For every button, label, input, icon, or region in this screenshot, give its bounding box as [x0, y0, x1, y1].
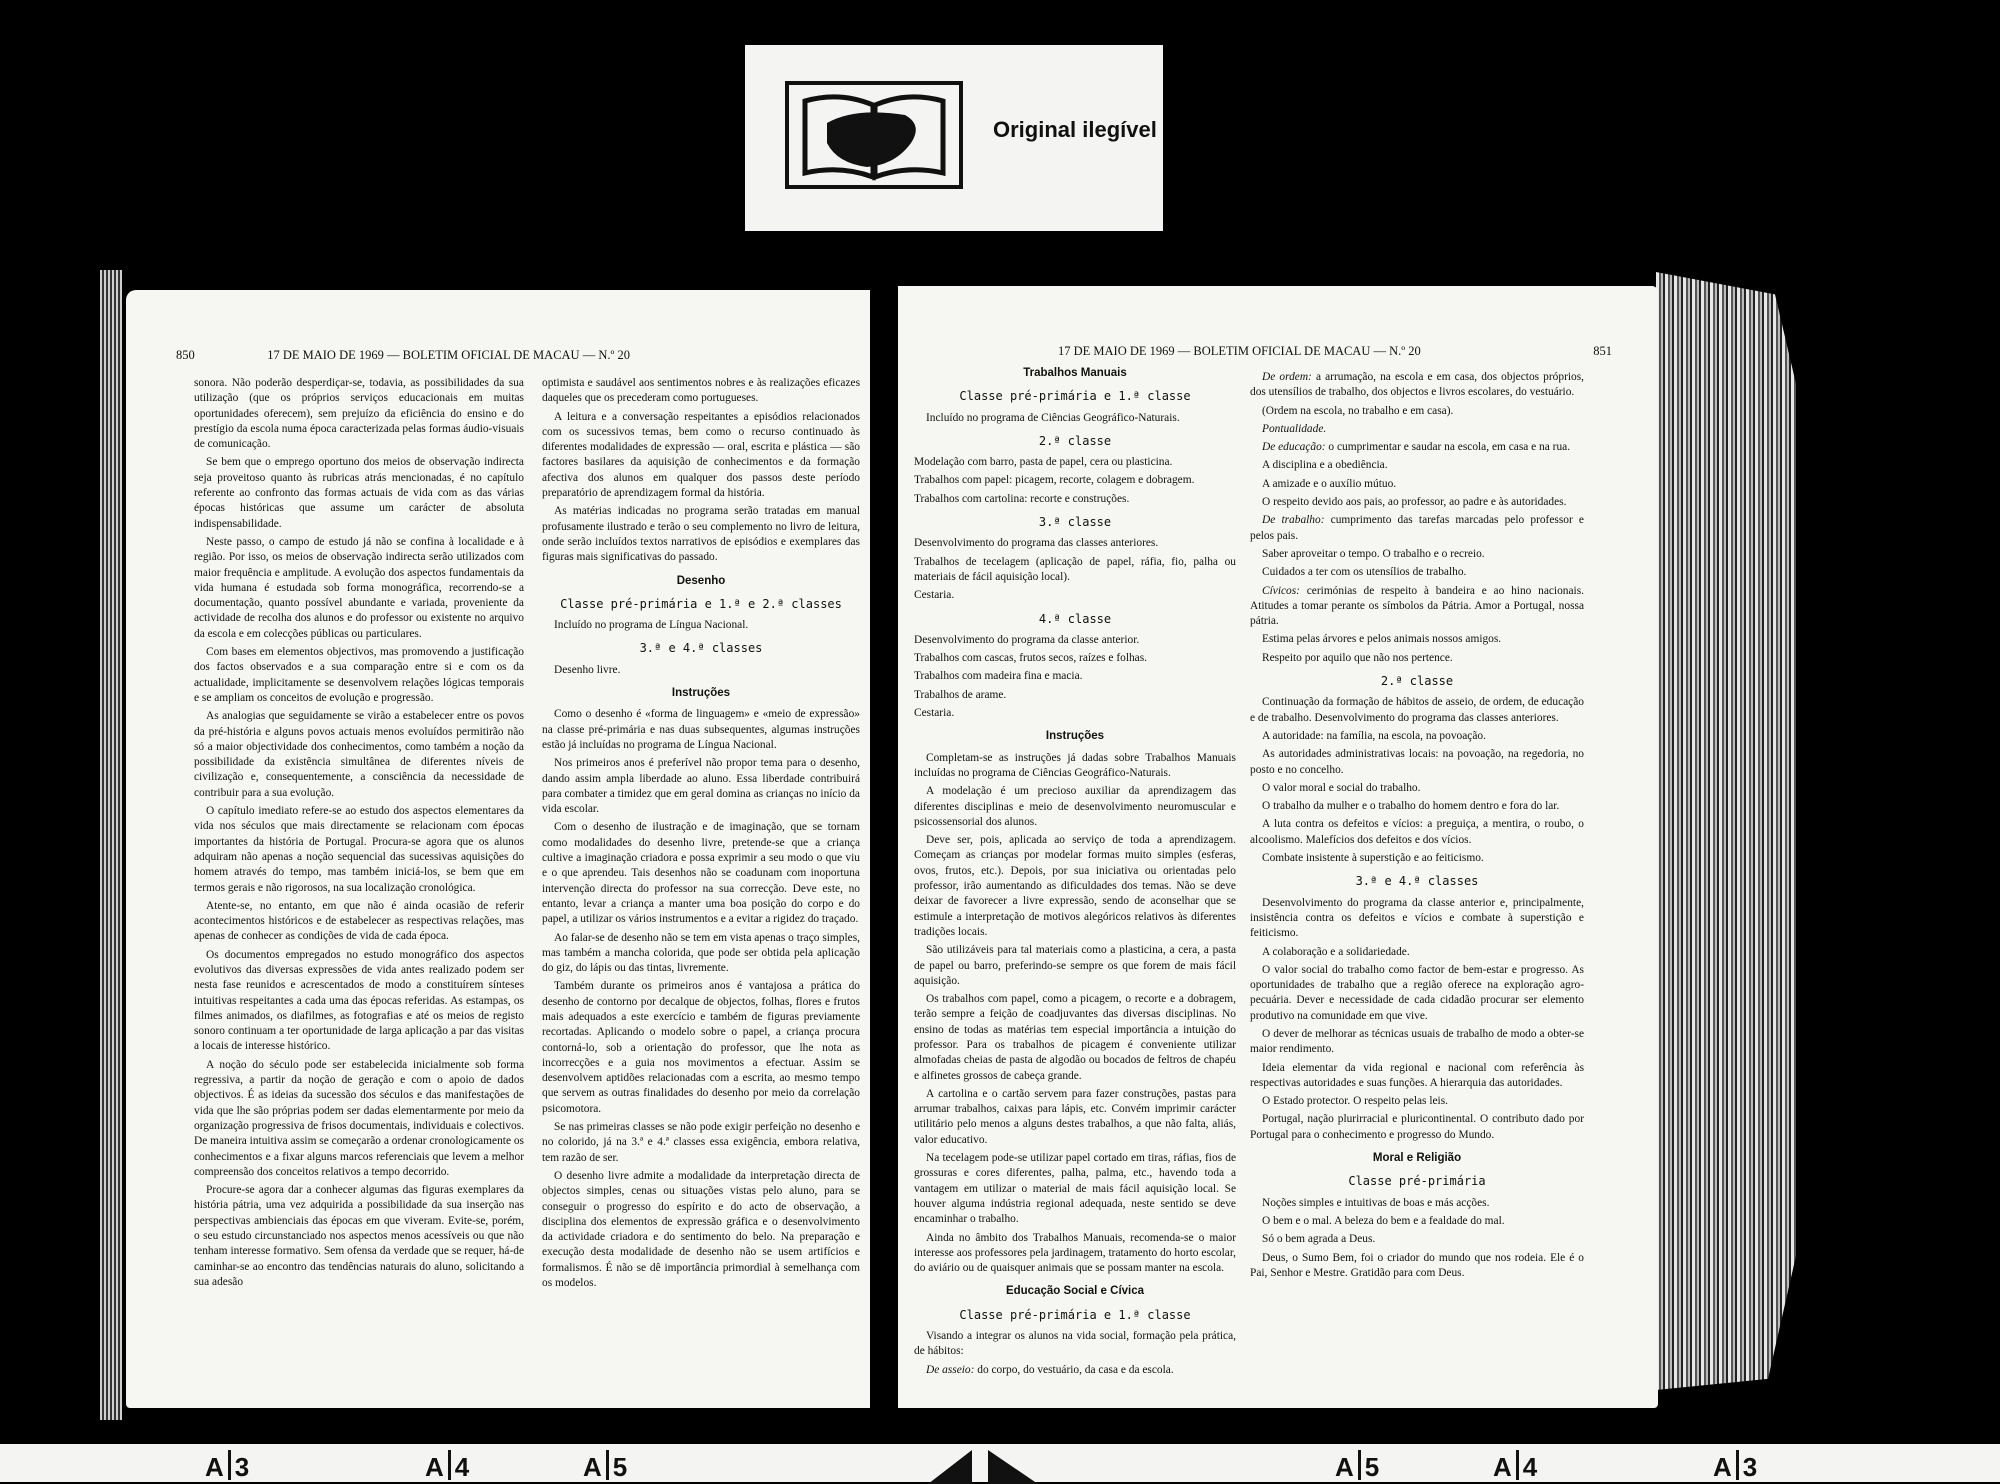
habit-label: De trabalho:	[1262, 514, 1325, 527]
paragraph: Incluído no programa de Ciências Geográfico-Naturais.	[926, 411, 1180, 424]
mark-number: 3	[234, 1452, 250, 1482]
paragraph: As analogias que seguidamente se virão a estabelecer entre os povos da pré-história e alguns povos actuais menos evoluídos permitirão não só a maior objectividade dos conhecimentos, como também a noção da possibilidade da existência simultânea de diferentes níveis de civilização e, consequentemente, a consciência da necessidade de contribuir para a sua evolução.	[194, 710, 524, 799]
class-heading: Classe pré-primária e 1.ª e 2.ª classes	[560, 596, 842, 611]
class-heading: 4.ª classe	[1038, 611, 1112, 626]
habit-label: Pontualidade.	[1262, 422, 1327, 435]
paragraph: optimista e saudável aos sentimentos nobres e às realizações eficazes daqueles que os precederam como portugueses.	[542, 377, 860, 405]
frame-mark	[583, 1450, 627, 1483]
mark-number: 3	[1742, 1452, 1758, 1482]
habit-label: De asseio:	[926, 1363, 975, 1376]
paragraph	[1250, 547, 1584, 562]
class-heading: 2.ª classe	[1380, 674, 1454, 689]
list-item: Trabalhos com papel: picagem, recorte, colagem e dobragem.	[914, 474, 1195, 487]
mark-number: 4	[1522, 1452, 1538, 1482]
paragraph: Os trabalhos com papel, como a picagem, o recorte e a dobragem, terão sempre a feição de coadjuvantes das diversas disciplinas. No ensino de todas as matérias tem especial importância a intuição do professor. Para os trabalhos de picagem é conveniente utilizar almofadas cheias de pasta de algodão ou bocados de feltros de chapéu e alfinetes grossos de cabeça grande.	[914, 993, 1236, 1082]
habit-text: Respeito por aquilo que não nos pertence.	[1262, 651, 1453, 664]
paragraph: Atente-se, no entanto, em que não é ainda ocasião de referir acontecimentos históricos e de estabelecer as respectivas relações, mas apenas de conhecer as condições de vida de cada época.	[194, 899, 524, 943]
list-item: Desenvolvimento do programa da classe anterior.	[914, 633, 1140, 646]
paragraph: Portugal, nação plurirracial e pluricontinental. O contributo dado por Portugal para o conhecimento e progresso do Mundo.	[1250, 1113, 1584, 1141]
mark-number: 4	[454, 1452, 470, 1482]
mark-letter: A	[583, 1452, 602, 1482]
page-number: 851	[1593, 344, 1612, 358]
left-column-1	[194, 376, 524, 1293]
paragraph: O Estado protector. O respeito pelas leis.	[1262, 1095, 1448, 1108]
paragraph: Neste passo, o campo de estudo já não se confina à localidade e à região. Por isso, os meios de observação indirecta serão utilizados com maior frequência e amplitude. A evolução dos aspectos fundamentais da vida humana é estudada sob forma monográfica, recorrendo-se a documentação, quanto possível abundante e variada, proveniente da actividade de recolha dos alunos e do professor ou existente no arquivo da escola e em colecções públicas ou particulares.	[194, 535, 524, 640]
right-column-2	[1250, 370, 1584, 1284]
section-heading: Instruções	[671, 687, 731, 700]
section-heading: Trabalhos Manuais	[1023, 367, 1127, 379]
paragraph: A noção do século pode ser estabelecida inicialmente sob forma regressiva, a partir da noção de geração e com o apoio de dados objectivos. É as ideias da sucessão dos séculos e das manifestações de vida que lhe são próprias podem ser dadas elementarmente por meio da organização progressiva de frisos documentais, individuais e colectivos. De maneira intuitiva assim se começarão a ordenar cronologicamente os conhecimentos e a fixar alguns marcos referenciais que levem a melhor compreensão dos conceitos relativos a tempo decorrido.	[194, 1058, 524, 1178]
habit-label: Cívicos:	[1262, 584, 1300, 597]
illegible-label: Original ilegível	[993, 117, 1157, 142]
habit-text: Cuidados a ter com os utensílios de trabalho.	[1262, 566, 1467, 579]
section-heading: Instruções	[1045, 730, 1105, 743]
paragraph: As autoridades administrativas locais: na povoação, na regedoria, no posto e no concelho.	[1250, 748, 1584, 776]
mark-letter: A	[1493, 1452, 1512, 1482]
left-page	[126, 290, 870, 1408]
paragraph: Desenvolvimento do programa da classe anterior e, principalmente, insistência contra os defeitos e vícios e combate à superstição e feiticismo.	[1250, 896, 1584, 940]
paragraph: Os documentos empregados no estudo monográfico dos aspectos evolutivos das diversas expressões de vida antes realizado podem ser nesta fase reunidos e acrescentados de modo a constituírem sínteses intuitivas respeitantes a cada uma das épocas referidas. As estampas, os filmes animados, os diafilmes, as fotografias e até os meios de registo sonoro continuam a ter oportunidade de larga aplicação a par das visitas a locais de interesse histórico.	[194, 948, 524, 1053]
paragraph: Ideia elementar da vida regional e nacional com referência às respectivas autoridades e suas funções. A hierarquia das autoridades.	[1250, 1061, 1584, 1089]
illegible-original-card	[745, 45, 1163, 231]
paragraph: Noções simples e intuitivas de boas e más acções.	[1262, 1196, 1490, 1209]
list-item: Trabalhos de arame.	[914, 688, 1007, 701]
paragraph: Visando a integrar os alunos na vida social, formação pela prática, de hábitos:	[914, 1330, 1236, 1358]
habit-text: A disciplina e a obediência.	[1262, 459, 1388, 472]
paragraph: A cartolina e o cartão servem para fazer construções, pastas para arrumar trabalhos, caixas para lápis, etc. Convém imprimir carácter utilitário pelo menos a alguns destes trabalhos, a que não falta, aliás, valor educativo.	[914, 1087, 1236, 1146]
open-book-icon	[785, 81, 963, 189]
paragraph: Na tecelagem pode-se utilizar papel cortado em tiras, ráfias, fios de grossuras e cores diferentes, palha, palma, etc., havendo toda a vantagem em utilizar o material de mais fácil aquisição local. Se houver alguma indústria regional adequada, neste sentido se deve encaminhar o trabalho.	[914, 1152, 1236, 1226]
frame-mark	[1713, 1450, 1757, 1483]
list-item: Trabalhos com cascas, frutos secos, raízes e folhas.	[914, 652, 1148, 665]
paragraph	[1250, 477, 1584, 492]
list-item: Desenvolvimento do programa das classes anteriores.	[914, 537, 1159, 550]
list-item: Cestaria.	[914, 707, 955, 720]
paragraph: A autoridade: na família, na escola, na povoação.	[1262, 729, 1486, 742]
paragraph: Nos primeiros anos é preferível não propor tema para o desenho, dando assim ampla liberdade ao aluno. Essa liberdade contribuirá para combater a timidez que em geral domina as crianças no início da vida escolar.	[542, 757, 860, 816]
paragraph	[1250, 370, 1584, 401]
right-running-head	[1058, 344, 1612, 359]
paragraph: Continuação da formação de hábitos de asseio, de ordem, de educação e de trabalho. Desenvolvimento do programa das classes anteriores.	[1250, 696, 1584, 724]
frame-mark	[205, 1450, 249, 1483]
paragraph: Só o bem agrada a Deus.	[1262, 1233, 1376, 1246]
paragraph: Incluído no programa de Língua Nacional.	[554, 619, 749, 632]
habit-text: (Ordem na escola, no trabalho e em casa).	[1262, 404, 1454, 417]
paragraph: Desenho livre.	[554, 663, 621, 676]
paragraph	[914, 1363, 1236, 1378]
habit-text: cumprimento das tarefas marcadas pelo professor e pelos pais.	[1250, 514, 1584, 542]
paragraph: Ainda no âmbito dos Trabalhos Manuais, recomenda-se o maior interesse aos professores pela jardinagem, tratamento do horto escolar, do aviário ou de quaisquer animais que se possam manter na escola.	[914, 1231, 1236, 1275]
frame-mark	[1335, 1450, 1379, 1483]
paragraph: Deus, o Sumo Bem, foi o criador do mundo que nos rodeia. Ele é o Pai, Senhor e Mestre. Gratidão para com Deus.	[1250, 1251, 1584, 1279]
paragraph: A colaboração e a solidariedade.	[1262, 945, 1410, 958]
habit-text: Estima pelas árvores e pelos animais nossos amigos.	[1262, 633, 1502, 646]
list-item: Modelação com barro, pasta de papel, cera ou plasticina.	[914, 456, 1173, 469]
paragraph	[1250, 513, 1584, 544]
paragraph: Como o desenho é «forma de linguagem» e «meio de expressão» na classe pré-primária e nas duas subsequentes, algumas instruções estão já incluídas no programa de Língua Nacional.	[542, 708, 860, 751]
paragraph: A luta contra os defeitos e vícios: a preguiça, a mentira, o roubo, o alcoolismo. Malefícios dos defeitos e dos vícios.	[1250, 818, 1584, 846]
class-heading: Classe pré-primária e 1.ª classe	[959, 389, 1191, 404]
paragraph: O dever de melhorar as técnicas usuais de trabalho de modo a obter-se maior rendimento.	[1250, 1027, 1584, 1056]
habit-label: De educação:	[1262, 441, 1326, 454]
right-column-1	[914, 366, 1236, 1381]
habit-text: a arrumação, na escola e em casa, dos objectos próprios, dos utensílios de trabalho, dos objectos e livros escolares, do vestuário.	[1250, 371, 1584, 399]
book-gutter	[870, 280, 898, 1410]
mark-number: 5	[1364, 1452, 1380, 1482]
list-item: Cestaria.	[914, 589, 955, 602]
paragraph: sonora. Não poderão desperdiçar-se, todavia, as possibilidades da sua utilização (que os próprios serviços educacionais em muitas oportunidades oferecem), sem prejuízo da eficiência do ensino e do prestígio da escola numa época caracterizada pelas formas áudio-visuais de comunicação.	[194, 377, 524, 451]
mark-letter: A	[425, 1452, 444, 1482]
habit-text: o cumprimentar e saudar na escola, em casa e na rua.	[1325, 441, 1571, 454]
paragraph	[1250, 440, 1584, 455]
habit-text: A amizade e o auxílio mútuo.	[1262, 477, 1397, 490]
paragraph	[1250, 458, 1584, 473]
habit-text: do corpo, do vestuário, da casa e da escola.	[974, 1363, 1174, 1376]
paragraph	[1250, 565, 1584, 580]
list-item: Trabalhos com cartolina: recorte e construções.	[914, 492, 1130, 505]
mark-letter: A	[1713, 1452, 1732, 1482]
habit-text: Saber aproveitar o tempo. O trabalho e o recreio.	[1262, 547, 1485, 560]
mark-number: 5	[612, 1452, 628, 1482]
section-heading: Desenho	[676, 574, 726, 587]
paragraph	[1250, 495, 1584, 510]
paragraph: O trabalho da mulher e o trabalho do homem dentro e fora do lar.	[1262, 800, 1560, 813]
class-heading: 3.ª e 4.ª classes	[639, 641, 763, 656]
page-number: 850	[176, 348, 195, 362]
paragraph: Com o desenho de ilustração e de imaginação, que se tornam como modalidades do desenho livre, pretende-se que a criança cultive a imaginação criadora e possa exprimir a seu modo o que viu e o que aprendeu. Tais desenhos não se coadunam com inoportuna intervenção directa do professor na sua correcção. Deve este, no entanto, levar a criança a manter uma boa posição do corpo e do papel, a utilizar os vários instrumentos e a evitar a rigidez do traçado.	[542, 821, 860, 926]
paragraph: O valor moral e social do trabalho.	[1262, 781, 1421, 794]
paragraph	[1250, 632, 1584, 647]
right-page	[898, 286, 1658, 1408]
section-heading: Moral e Religião	[1372, 1152, 1462, 1165]
right-page-stack	[1656, 272, 1796, 1390]
paragraph: Com bases em elementos objectivos, mas promovendo a justificação dos factos observados e a sua comparação entre si e com os da actualidade, implicitamente se desenvolvem relações lógicas temporais e se ampliam os conceitos de evolução e progressão.	[194, 646, 524, 704]
left-running-head	[176, 348, 830, 363]
running-head-title: 17 DE MAIO DE 1969 — BOLETIM OFICIAL DE MACAU — N.º 20	[1058, 344, 1421, 358]
paragraph	[1250, 584, 1584, 630]
section-heading: Educação Social e Cívica	[1005, 1285, 1145, 1298]
mark-letter: A	[1335, 1452, 1354, 1482]
paragraph: Se bem que o emprego oportuno dos meios de observação indirecta seja proveitoso quanto às rubricas atrás mencionadas, é no capítulo referente ao confronto das formas actuais de vida com as das várias épocas históricas que assume um carácter de absoluta indispensabilidade.	[194, 456, 524, 530]
paragraph: A leitura e a conversação respeitantes a episódios relacionados com os sucessivos temas, bem como o recurso continuado às diferentes modalidades de expressão — oral, escrita e plástica — são factores basilares da aquisição de conhecimentos e da formação afectiva dos alunos em qualquer dos passos deste período preparatório de aprendizagem formal da história.	[542, 410, 860, 500]
paragraph: Combate insistente à superstição e ao feiticismo.	[1262, 852, 1484, 865]
class-heading: 2.ª classe	[1038, 433, 1112, 448]
paragraph: Procure-se agora dar a conhecer algumas das figuras exemplares da história pátria, uma vez adquirida a possibilidade da sua inserção nas perspectivas ambienciais das épocas em que viveram. Evite-se, porém, o seu estudo circunstanciado nos aspectos menos acessíveis ou que não tenham interesse formativo. Sem ofensa da verdade que se requer, há-de caminhar-se ao encontro das tendências naturais do aluno, solicitando a sua adesão	[194, 1184, 524, 1288]
class-heading: Classe pré-primária e 1.ª classe	[959, 1307, 1191, 1322]
paragraph: Também durante os primeiros anos é vantajosa a prática do desenho de contorno por decalque de objectos, folhas, flores e frutos mais adequados a este exercício e também de figuras previamente recortadas. Aplicando o modelo sobre o papel, a criança procura contorná-lo, sob a orientação do professor, que lhe nota as incorrecções e a guia nos movimentos a efectuar. Assim se desenvolvem aptidões relacionadas com a escrita, ao mesmo tempo que servem as outras finalidades do desenho por meio da correlação psicomotora.	[542, 980, 860, 1115]
paragraph: O bem e o mal. A beleza do bem e a fealdade do mal.	[1262, 1214, 1505, 1227]
frame-mark	[1493, 1450, 1537, 1483]
paragraph	[1250, 651, 1584, 666]
list-item: Trabalhos de tecelagem (aplicação de papel, ráfia, fio, palha ou materiais de fácil aquisição local).	[914, 555, 1236, 583]
left-page-edges	[100, 270, 122, 1420]
class-heading: 3.ª e 4.ª classes	[1355, 874, 1479, 889]
paragraph: O capítulo imediato refere-se ao estudo dos aspectos elementares da vida nos séculos que mais directamente se relacionam com épocas importantes da história de Portugal. Procura-se agora que os alunos adquiram não apenas a noção sequencial das sucessivas aquisições do homem através do tempo, mas também iniciá-los, se bem que em termos gerais e não rigorosos, na sua localização cronológica.	[194, 805, 524, 894]
habit-text: cerimónias de respeito à bandeira e ao hino nacionais. Atitudes a tomar perante os símbolos da Pátria. Amor a Portugal, nossa pátria.	[1250, 584, 1584, 628]
paragraph: Completam-se as instruções já dadas sobre Trabalhos Manuais incluídas no programa de Ciências Geográfico-Naturais.	[914, 751, 1236, 779]
habit-text: O respeito devido aos pais, ao professor, ao padre e às autoridades.	[1262, 496, 1567, 509]
list-item: Trabalhos com madeira fina e macia.	[914, 670, 1083, 683]
frame-mark	[425, 1450, 469, 1483]
habit-label: De ordem:	[1262, 371, 1312, 383]
paragraph: Deve ser, pois, aplicada ao serviço de toda a aprendizagem. Começam as crianças por modelar formas muito simples (esferas, ovos, frutos, etc.). Depois, por sua iniciativa ou orientadas pelo professor, irão aumentando as dificuldades dos temas. Não se deve deixar de favorecer a livre expressão, sendo de aconselhar que se estimule a interpretação de motivos alegóricos relativos às diferentes tradições locais.	[914, 834, 1236, 938]
paragraph	[1250, 422, 1584, 437]
paragraph: As matérias indicadas no programa serão tratadas em manual profusamente ilustrado e terão o seu complemento no livro de leitura, onde serão incluídos textos narrativos de episódios e exemplares das figuras mais significativas do passado.	[542, 505, 860, 564]
paragraph: O valor social do trabalho como factor de bem-estar e progresso. As oportunidades de trabalho que a região oferece na exploração agro-pecuária. Dever e necessidade de cada cidadão procurar ser elemento produtivo na comunidade em que vive.	[1250, 963, 1584, 1022]
left-column-2	[542, 376, 860, 1294]
class-heading: Classe pré-primária	[1348, 1174, 1486, 1189]
paragraph: Ao falar-se de desenho não se tem em vista apenas o traço simples, mas também a mancha colorida, que pode ser obtida pela aplicação do giz, do lápis ou das tintas, livremente.	[542, 931, 860, 975]
mark-letter: A	[205, 1452, 224, 1482]
class-heading: 3.ª classe	[1038, 515, 1112, 530]
paragraph: São utilizáveis para tal materiais como a plasticina, a cera, a pasta de papel ou barro, preferindo-se sempre os que forem de mais fácil aquisição.	[914, 944, 1236, 987]
running-head-title: 17 DE MAIO DE 1969 — BOLETIM OFICIAL DE MACAU — N.º 20	[267, 348, 630, 362]
paragraph: Se nas primeiras classes se não pode exigir perfeição no desenho e no colorido, já na 3.ª e 4.ª classes essa exigência, embora relativa, tem razão de ser.	[542, 1121, 860, 1164]
paragraph: A modelação é um precioso auxiliar da aprendizagem das diferentes disciplinas e meio de desenvolvimento neuromuscular e psicossensorial dos alunos.	[914, 785, 1236, 828]
paragraph	[1250, 404, 1584, 419]
paragraph: O desenho livre admite a modalidade da interpretação directa de objectos simples, cenas ou situações vistas pelo aluno, para se conseguir o progresso do espírito e do acto de observação, a disciplina dos elementos de expressão gráfica e o desenvolvimento da actividade criadora e do sentimento do belo. Na preparação e execução desta modalidade de desenho não se usem artifícios e formalismos. É não se dê importância primordial à semelhança com os modelos.	[542, 1169, 860, 1290]
center-marker-icon	[928, 1450, 1038, 1484]
